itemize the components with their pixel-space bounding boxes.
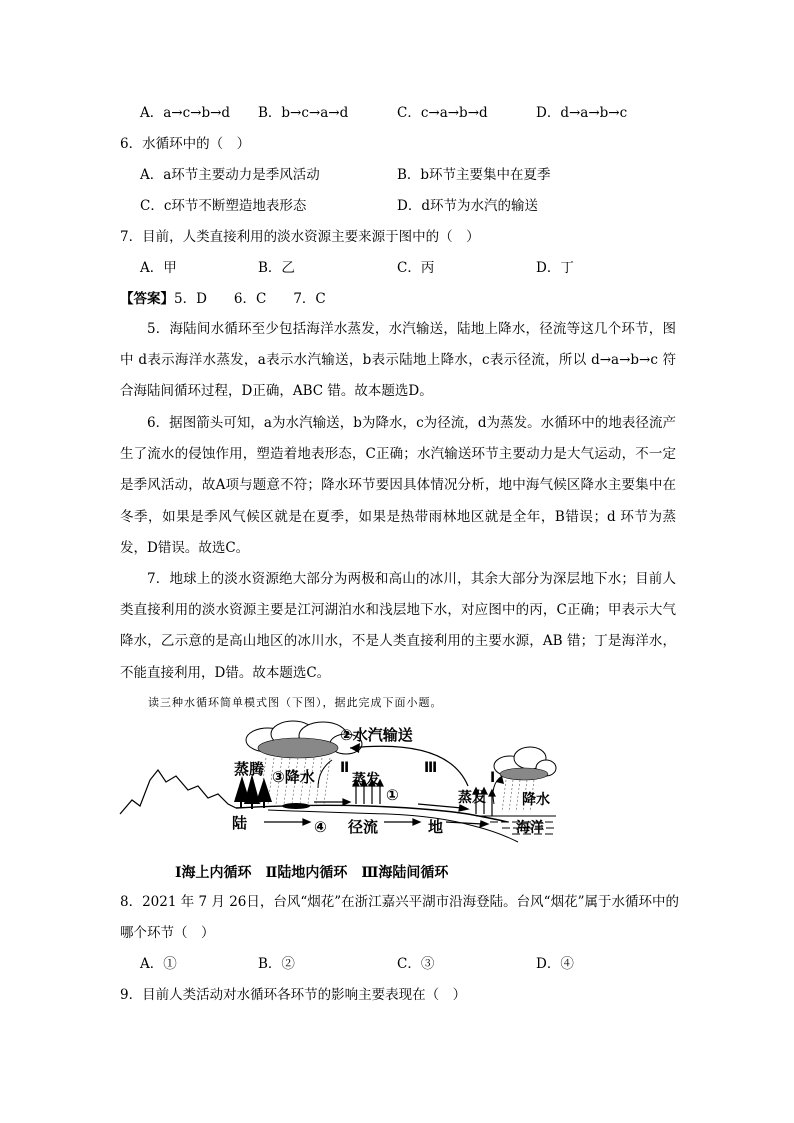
- q5-option-c: C．c→a→b→d: [397, 105, 488, 121]
- label-evap-right: 蒸发: [458, 790, 486, 806]
- q6-option-d: D．d环节为水汽的输送: [397, 198, 538, 214]
- label-transpiration: 蒸腾: [234, 760, 265, 778]
- answer-tag: 【答案】: [120, 291, 174, 307]
- q7-option-b: B．乙: [258, 260, 295, 276]
- explanation-7: 7．地球上的淡水资源绝大部分为两极和高山的冰川，其余大部分为深层地下水；目前人类直接利用的淡水资源主要是江河湖泊水和浅层地下水，对应图中的丙，C正确；甲表示大气降水，乙示意的是高山地区的冰川水，不是人类直接利用的主要水源，AB 错；丁是海洋水，不能直接利用，D错。故本题选C。: [120, 571, 676, 681]
- label-vapor-transport: ②水汽输送: [340, 726, 413, 744]
- label-precip-right: 降水: [522, 792, 550, 808]
- q7-option-d: D．丁: [536, 260, 574, 276]
- q6-option-c: C．c环节不断塑造地表形态: [140, 198, 307, 214]
- label-evap-mid: 蒸发: [352, 772, 380, 788]
- trees-icon: [234, 774, 272, 809]
- q6-stem: 6．水循环中的（ ）: [120, 136, 251, 152]
- explanation-5: 5．海陆间水循环至少包括海洋水蒸发，水汽输送，陆地上降水，径流等这几个环节，图中 d表示海洋水蒸发，a表示水汽输送，b表示陆地上降水，c表示径流，所以 d→a→b→c 符合海陆间循环过程，D正确，ABC 错。故本题选D。: [120, 321, 676, 400]
- q6-option-b: B．b环节主要集中在夏季: [397, 167, 551, 183]
- q9-stem: 9．目前人类活动对水循环各环节的影响主要表现在（ ）: [120, 987, 467, 1003]
- q8-stem-line1: 8．2021 年 7 月 26日，台风“烟花”在浙江嘉兴平湖市沿海登陆。台风“烟花”属于水循环中的: [120, 894, 679, 910]
- q8-option-d: D．④: [536, 956, 574, 972]
- q7-stem: 7．目前，人类直接利用的淡水资源主要来源于图中的（ ）: [120, 229, 480, 245]
- diagram-caption: Ⅰ海上内循环 Ⅱ陆地内循环 Ⅲ海陆间循环: [175, 865, 449, 881]
- q5-option-a: A．a→c→b→d: [140, 105, 231, 121]
- q6-option-a: A．a环节主要动力是季风活动: [140, 167, 320, 183]
- q8-option-a: A．①: [140, 956, 177, 972]
- label-ocean: 海洋: [516, 820, 544, 836]
- q7-option-a: A．甲: [140, 260, 177, 276]
- q8-option-c: C．③: [397, 956, 435, 972]
- label-circle-4: ④: [314, 818, 327, 836]
- label-runoff: 径流: [348, 818, 379, 836]
- q8-option-b: B．②: [258, 956, 295, 972]
- label-roman-1: Ⅰ: [490, 770, 496, 786]
- q5-option-b: B．b→c→a→d: [258, 105, 349, 121]
- lake-icon: [282, 803, 310, 809]
- label-roman-3: Ⅲ: [424, 760, 438, 776]
- label-land-1: 陆: [232, 814, 248, 832]
- q5-option-d: D．d→a→b→c: [536, 105, 628, 121]
- mountain-outline: [120, 770, 236, 814]
- answer-text: 5．D 6．C 7．C: [174, 291, 326, 307]
- water-cycle-diagram: [118, 718, 558, 886]
- label-precip-left: ③降水: [272, 768, 315, 786]
- diagram-intro: 读三种水循环简单模式图（下图），据此完成下面小题。: [148, 696, 443, 709]
- q8-stem-line2: 哪个环节（ ）: [120, 925, 215, 941]
- label-land-2: 地: [428, 818, 444, 836]
- label-roman-2: Ⅱ: [340, 760, 350, 776]
- label-circle-1: ①: [386, 786, 399, 804]
- q7-option-c: C．丙: [397, 260, 435, 276]
- answer-line: [120, 289, 326, 309]
- explanation-6: 6．据图箭头可知，a为水汽输送，b为降水，c为径流，d为蒸发。水循环中的地表径流产生了流水的侵蚀作用，塑造着地表形态，C正确；水汽输送环节主要动力是大气运动，不一定是季风活动，故A项与题意不符；降水环节要因具体情况分析，地中海气候区降水主要集中在冬季，如果是季风气候区就是在夏季，如果是热带雨林地区就是全年，B错误；d 环节为蒸发，D错误。故选C。: [120, 415, 676, 556]
- cloud-right-icon: [494, 747, 556, 780]
